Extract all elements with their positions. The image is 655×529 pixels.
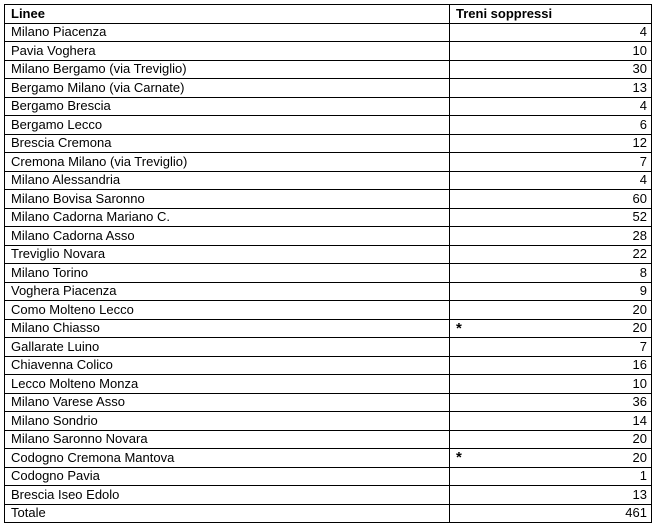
suppressed-count-cell: [450, 134, 652, 153]
suppressed-count: 20: [632, 449, 647, 465]
table-row: [5, 60, 652, 79]
suppressed-count: 7: [639, 153, 647, 169]
table-header-row: [5, 5, 652, 24]
line-name: Milano Piacenza: [5, 23, 450, 42]
table-row: [5, 264, 652, 283]
table-row: [5, 227, 652, 246]
suppressed-count-cell: [450, 282, 652, 301]
line-name: Lecco Molteno Monza: [5, 375, 450, 394]
table-row: [5, 375, 652, 394]
line-name: Como Molteno Lecco: [5, 301, 450, 320]
suppressed-count-cell: [450, 430, 652, 449]
line-name: Chiavenna Colico: [5, 356, 450, 375]
line-name: Milano Torino: [5, 264, 450, 283]
suppressed-count-cell: [450, 171, 652, 190]
suppressed-trains-table: [4, 4, 652, 523]
suppressed-count: 16: [632, 357, 647, 373]
suppressed-count-cell: [450, 449, 652, 468]
table-row: [5, 190, 652, 209]
suppressed-count: 22: [632, 246, 647, 262]
suppressed-count-cell: [450, 60, 652, 79]
line-name: Pavia Voghera: [5, 42, 450, 61]
line-name: Gallarate Luino: [5, 338, 450, 357]
asterisk-note-mark: *: [456, 449, 462, 466]
line-name: Cremona Milano (via Treviglio): [5, 153, 450, 172]
line-name: Milano Bergamo (via Treviglio): [5, 60, 450, 79]
table-row: [5, 319, 652, 338]
suppressed-count-cell: [450, 23, 652, 42]
table-row: [5, 79, 652, 98]
table-row: [5, 467, 652, 486]
line-name: Milano Cadorna Mariano C.: [5, 208, 450, 227]
suppressed-count: 4: [639, 172, 647, 188]
suppressed-count: 8: [639, 264, 647, 280]
suppressed-count: 12: [632, 135, 647, 151]
line-name: Milano Sondrio: [5, 412, 450, 431]
line-name: Milano Cadorna Asso: [5, 227, 450, 246]
total-count: 461: [450, 504, 652, 523]
suppressed-count-cell: [450, 190, 652, 209]
table-row: [5, 282, 652, 301]
suppressed-count-cell: [450, 79, 652, 98]
header-count: Treni soppressi: [450, 5, 652, 24]
line-name: Codogno Pavia: [5, 467, 450, 486]
suppressed-count: 30: [632, 61, 647, 77]
suppressed-count-cell: [450, 42, 652, 61]
suppressed-count-cell: [450, 116, 652, 135]
suppressed-count: 1: [639, 468, 647, 484]
suppressed-count: 20: [632, 431, 647, 447]
suppressed-count-cell: [450, 467, 652, 486]
line-name: Milano Alessandria: [5, 171, 450, 190]
suppressed-count: 60: [632, 190, 647, 206]
asterisk-note-mark: *: [456, 319, 462, 337]
table-row: [5, 301, 652, 320]
table-row: [5, 245, 652, 264]
suppressed-count: 4: [639, 98, 647, 114]
suppressed-count-cell: [450, 227, 652, 246]
suppressed-count: 13: [632, 486, 647, 502]
table-row: [5, 97, 652, 116]
table-body: [5, 23, 652, 504]
table-row: [5, 338, 652, 357]
suppressed-count-cell: [450, 245, 652, 264]
line-name: Milano Chiasso: [5, 319, 450, 338]
suppressed-count: 13: [632, 79, 647, 95]
total-label: Totale: [5, 504, 450, 523]
table-row: [5, 171, 652, 190]
table-row: [5, 486, 652, 505]
suppressed-count: 20: [632, 320, 647, 336]
suppressed-count-cell: [450, 264, 652, 283]
line-name: Brescia Cremona: [5, 134, 450, 153]
suppressed-count-cell: [450, 412, 652, 431]
header-line: Linee: [5, 5, 450, 24]
line-name: Bergamo Brescia: [5, 97, 450, 116]
suppressed-count-cell: [450, 375, 652, 394]
suppressed-count-cell: [450, 393, 652, 412]
suppressed-count: 36: [632, 394, 647, 410]
suppressed-count: 52: [632, 209, 647, 225]
line-name: Brescia Iseo Edolo: [5, 486, 450, 505]
table-row: [5, 23, 652, 42]
table-row: [5, 116, 652, 135]
line-name: Bergamo Lecco: [5, 116, 450, 135]
line-name: Bergamo Milano (via Carnate): [5, 79, 450, 98]
line-name: Voghera Piacenza: [5, 282, 450, 301]
suppressed-count-cell: [450, 486, 652, 505]
suppressed-count-cell: [450, 97, 652, 116]
suppressed-count: 20: [632, 301, 647, 317]
suppressed-trains-table-container: [4, 4, 652, 523]
suppressed-count: 10: [632, 42, 647, 58]
suppressed-count: 7: [639, 338, 647, 354]
suppressed-count-cell: [450, 319, 652, 338]
suppressed-count: 9: [639, 283, 647, 299]
line-name: Codogno Cremona Mantova: [5, 449, 450, 468]
table-row: [5, 208, 652, 227]
line-name: Milano Bovisa Saronno: [5, 190, 450, 209]
table-row: [5, 134, 652, 153]
table-row: [5, 430, 652, 449]
table-row: [5, 356, 652, 375]
suppressed-count: 10: [632, 375, 647, 391]
suppressed-count-cell: [450, 356, 652, 375]
suppressed-count: 28: [632, 227, 647, 243]
table-row: [5, 153, 652, 172]
suppressed-count: 6: [639, 116, 647, 132]
table-row: [5, 449, 652, 468]
suppressed-count: 4: [639, 24, 647, 40]
suppressed-count-cell: [450, 153, 652, 172]
line-name: Milano Varese Asso: [5, 393, 450, 412]
suppressed-count-cell: [450, 301, 652, 320]
table-row: [5, 42, 652, 61]
line-name: Milano Saronno Novara: [5, 430, 450, 449]
table-row: [5, 393, 652, 412]
suppressed-count-cell: [450, 208, 652, 227]
total-row: [5, 504, 652, 523]
suppressed-count: 14: [632, 412, 647, 428]
suppressed-count-cell: [450, 338, 652, 357]
line-name: Treviglio Novara: [5, 245, 450, 264]
table-row: [5, 412, 652, 431]
